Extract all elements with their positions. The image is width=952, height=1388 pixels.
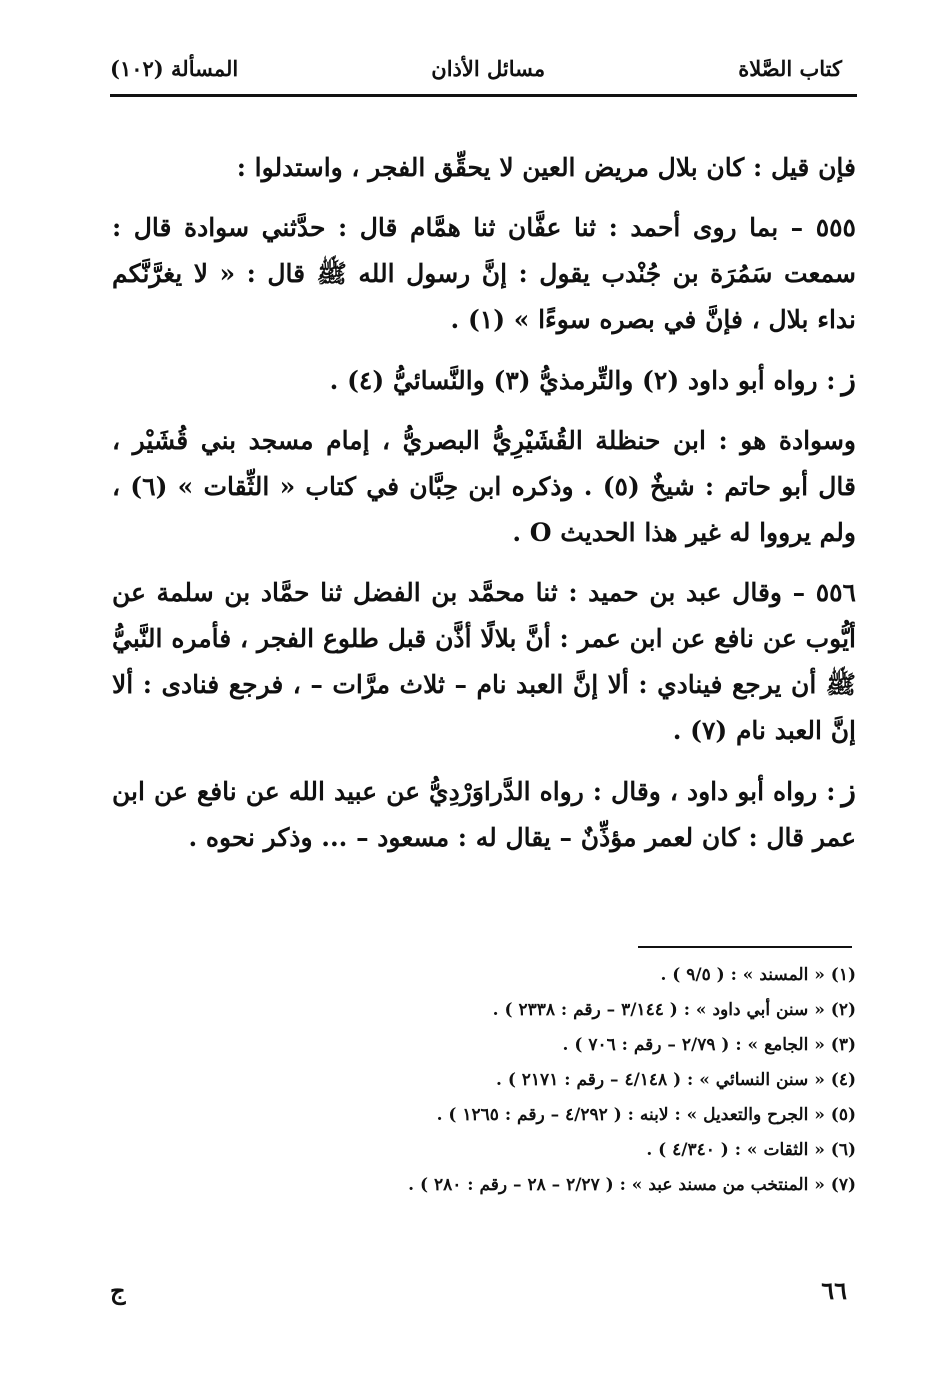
paragraph-hadith-556: ٥٥٦ – وقال عبد بن حميد : ثنا محمَّد بن الفضل ثنا حمَّاد بن سلمة عن أيُّوب عن نافع عن ابن عمر : أنَّ بلالًا أذَّن قبل طلوع الفجر ، فأمره النَّبيُّ ﷺ أن يرجع فينادي : ألا إنَّ العبد نام – ثلاث مرَّات – ، فرجع فنادى : ألا إنَّ العبد نام (٧) .	[112, 578, 856, 745]
takhrij-text: : رواه أبو داود ، وقال : رواه الدَّراوَرْدِيُّ عن عبيد الله عن نافع عن ابن عمر قال : كان لعمر مؤذِّنٌ – يقال له : مسعود – ... وذكر نحوه .	[112, 777, 856, 852]
signature-mark: ج	[110, 1275, 126, 1305]
paragraph-objection: فإن قيل : كان بلال مريض العين لا يحقِّق الفجر ، واستدلوا :	[236, 153, 856, 182]
footnote-rule	[638, 946, 852, 948]
footnote-5: (٥) « الجرح والتعديل » : لابنه : ( ٤/٢٩٢ – رقم : ١٢٦٥ ) .	[436, 1105, 856, 1125]
footnote-2: (٢) « سنن أبي داود » : ( ٣/١٤٤ – رقم : ٢٣٣٨ ) .	[492, 1000, 856, 1020]
page-number: ٦٦	[821, 1275, 847, 1305]
footnotes	[150, 958, 856, 1203]
footnote-7: (٧) « المنتخب من مسند عبد » : ( ٢/٢٧ – ٢٨ – رقم : ٢٨٠ ) .	[408, 1175, 856, 1195]
takhrij-marker: ز	[841, 362, 856, 397]
paragraph-sawada-bio: وسوادة هو : ابن حنظلة القُشَيْرِيُّ البصريُّ ، إمام مسجد بني قُشَيْر ، قال أبو حاتم : شيخٌ (٥) . وذكره ابن حِبَّان في كتاب « الثِّقات » (٦) ، ولم يرووا له غير هذا الحديث O .	[112, 426, 856, 547]
header-book-title: كتاب الصَّلاة	[738, 55, 842, 81]
footnote-6: (٦) « الثقات » : ( ٤/٣٤٠ ) .	[646, 1140, 856, 1160]
footnote-1: (١) « المسند » : ( ٩/٥ ) .	[660, 965, 856, 985]
header-rule	[110, 94, 857, 97]
page-footer	[110, 1270, 847, 1310]
main-text	[112, 145, 856, 873]
running-header	[110, 48, 842, 88]
footnote-4: (٤) « سنن النسائي » : ( ٤/١٤٨ – رقم : ٢١٧١ ) .	[495, 1070, 856, 1090]
takhrij-text: : رواه أبو داود (٢) والتِّرمذيُّ (٣) والنَّسائيُّ (٤) .	[329, 366, 836, 395]
paragraph-takhrij-555	[112, 357, 856, 404]
footnote-3: (٣) « الجامع » : ( ٢/٧٩ – رقم : ٧٠٦ ) .	[562, 1035, 856, 1055]
takhrij-marker: ز	[841, 773, 856, 808]
header-issue-number: المسألة (١٠٢)	[110, 55, 239, 81]
header-section-title: مسائل الأذان	[431, 55, 546, 81]
paragraph-hadith-555: ٥٥٥ – بما روى أحمد : ثنا عفَّان ثنا همَّام قال : حدَّثني سوادة قال : سمعت سَمُرَة بن جُنْدب يقول : إنَّ رسول الله ﷺ قال : « لا يغرَّنَّكم نداء بلال ، فإنَّ في بصره سوءًا » (١) .	[112, 213, 856, 334]
paragraph-takhrij-556	[112, 768, 856, 861]
